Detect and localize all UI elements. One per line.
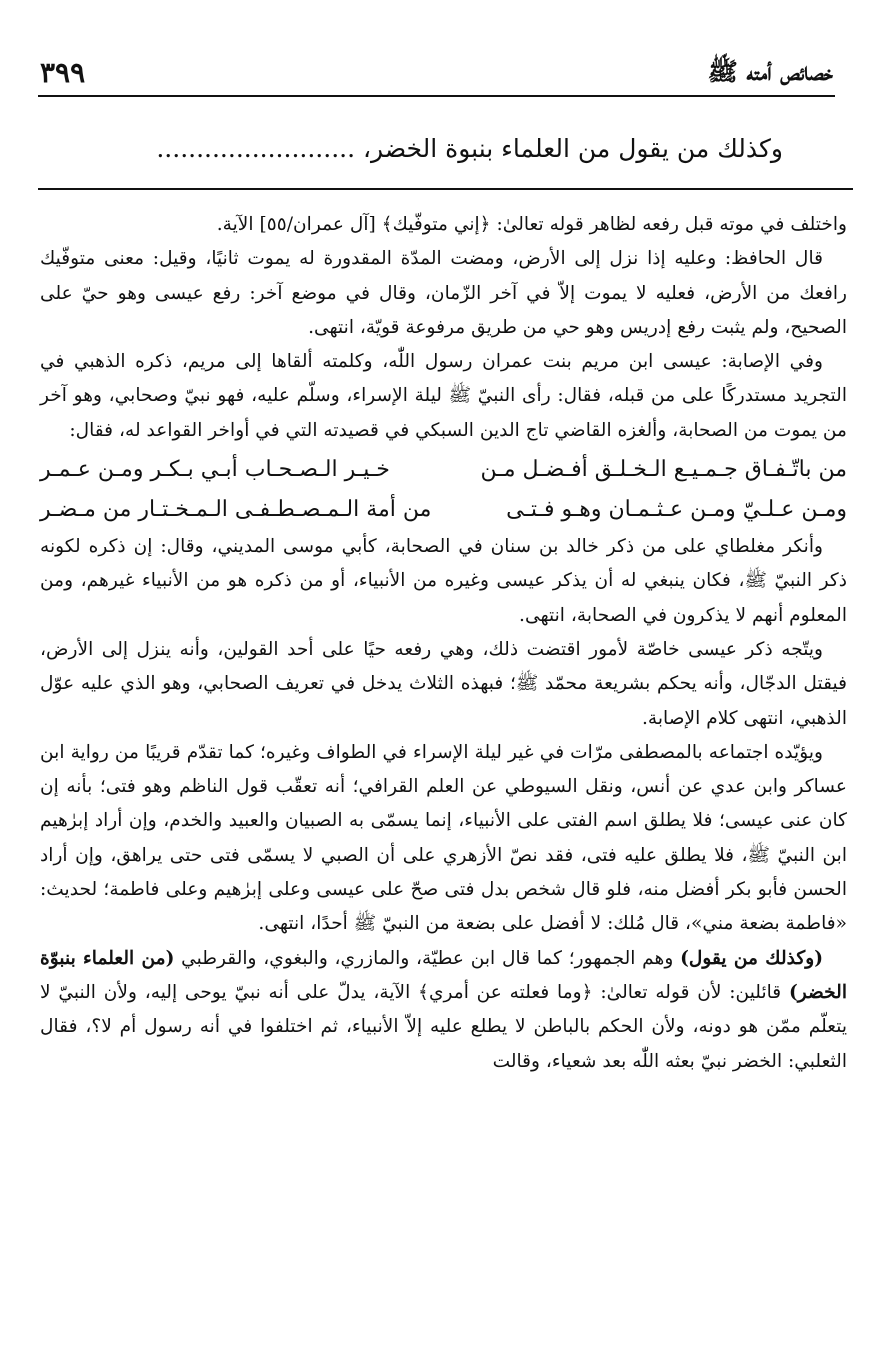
matn-quote: (وكذلك من يقول) [680,947,824,969]
matn-divider [38,188,853,190]
poem-hemistich-left: خـيـر الـصـحـاب أبـي بـكـر ومـن عـمـر [40,457,390,483]
poem-hemistich-right: ومـن عـلـيّ ومـن عـثـمـان وهـو فـتـى [506,497,847,523]
matn-quote: (من العلماء بنبوّة الخضر) [40,947,847,1003]
matn-verse-line: وكذلك من يقول من العلماء بنبوة الخضر، ......................... [156,134,783,163]
poem-line-1 [40,452,847,488]
paragraph: ويؤيّده اجتماعه بالمصطفى مرّات في غير ليلة الإسراء في الطواف وغيره؛ كما تقدّم قريبًا من رواية ابن عساكر وابن عدي عن أنس، ونقل السيوطي عن العلم القرافي؛ أنه تعقّب قول الناظم وهو فتى؛ بأنه إن كان عنى عيسى؛ فلا يطلق اسم الفتى على الأنبياء، إنما يسمّى به الصبيان والعبيد والخدم، وإن أراد إبرٰهيم ابن النبيّ ﷺ، فلا يطلق عليه فتى، فقد نصّ الأزهري على أن الصبي لا يسمّى فتى حتى يراهق، وإن أراد الحسن فأبو بكر أفضل منه، فلو قال شخص بدل فتى صحّ على عيسى وعلى إبرٰهيم وعلى فاطمة؛ لحديث: «فاطمة بضعة مني»، قال مُلك: لا أفضل على بضعة من النبيّ ﷺ أحدًا، انتهى. [40,741,847,935]
header-divider [38,95,835,97]
paragraph-final [40,942,847,1079]
commentary-text: قائلين: لأن قوله تعالىٰ: ﴿وما فعلته عن أمري﴾ الآية، يدلّ على أنه نبيّ يوحى إليه، ولأن النبيّ لا يتعلّم ممّن هو دونه، ولأن الحكم بالباطن لا يطلع عليه إلاّ الأنبياء، ثم اختلفوا في أنه رسول أم لا؟، فقال الثعلبي: الخضر نبيّ بعثه اللّٰه بعد شعياء، وقالت [40,981,847,1072]
running-header-title: خصائص أمته ﷺ [707,57,833,86]
paragraph: وفي الإصابة: عيسى ابن مريم بنت عمران رسول اللّٰه، وكلمته ألقاها إلى مريم، ذكره الذهبي في التجريد مستدركًا على من قبله، فقال: رأى النبيّ ﷺ ليلة الإسراء، وسلّم عليه، فهو نبيّ وصحابي، وهو آخر من يموت من الصحابة، وألغزه القاضي تاج الدين السبكي في قصيدته التي في أواخر القواعد له، فقال: [40,351,847,441]
page-number: ٣٩٩ [40,56,86,89]
paragraph: واختلف في موته قبل رفعه لظاهر قوله تعالىٰ: ﴿إني متوفّيك﴾ [آل عمران/٥٥] الآية. [216,214,847,235]
paragraph: وأنكر مغلطاي على من ذكر خالد بن سنان في الصحابة، كأبي موسى المديني، وقال: إن ذكره لكونه ذكر النبيّ ﷺ، فكان ينبغي له أن يذكر عيسى وغيره من الأنبياء، أو من ذكره هو من الأنبياء غيرهم، ومن المعلوم أنهم لا يذكرون في الصحابة، انتهى. [40,536,847,626]
poem-hemistich-right: من باتّـفـاق جـمـيـع الـخـلـق أفـضـل مـن [480,457,847,483]
paragraph: ويتّجه ذكر عيسى خاصّة لأمور اقتضت ذلك، وهي رفعه حيًا على أحد القولين، وأنه ينزل إلى الأرض، فيقتل الدجّال، وأنه يحكم بشريعة محمّد ﷺ؛ فبهذه الثلاث يدخل في تعريف الصحابي، وهو الذي عليه عوّل الذهبي، انتهى كلام الإصابة. [40,638,847,729]
commentary-text: وهم الجمهور؛ كما قال ابن عطيّة، والمازري، والبغوي، والقرطبي [174,947,681,969]
commentary-body [40,208,847,1079]
paragraph: قال الحافظ: وعليه إذا نزل إلى الأرض، ومضت المدّة المقدورة له يموت ثانيًا، وقيل: معنى متوفّيك رافعك من الأرض، فعليه لا يموت إلاّ في آخر الزّمان، وقال في موضع آخر: رفع عيسى وهو حيّ على الصحيح، ولم يثبت رفع إدريس وهو حي من طريق مرفوعة قويّة، انتهى. [40,248,847,338]
poem-hemistich-left: من أمة الـمـصـطـفـى الـمـخـتـار من مـضـر [40,497,432,523]
poem-line-2 [40,492,847,528]
